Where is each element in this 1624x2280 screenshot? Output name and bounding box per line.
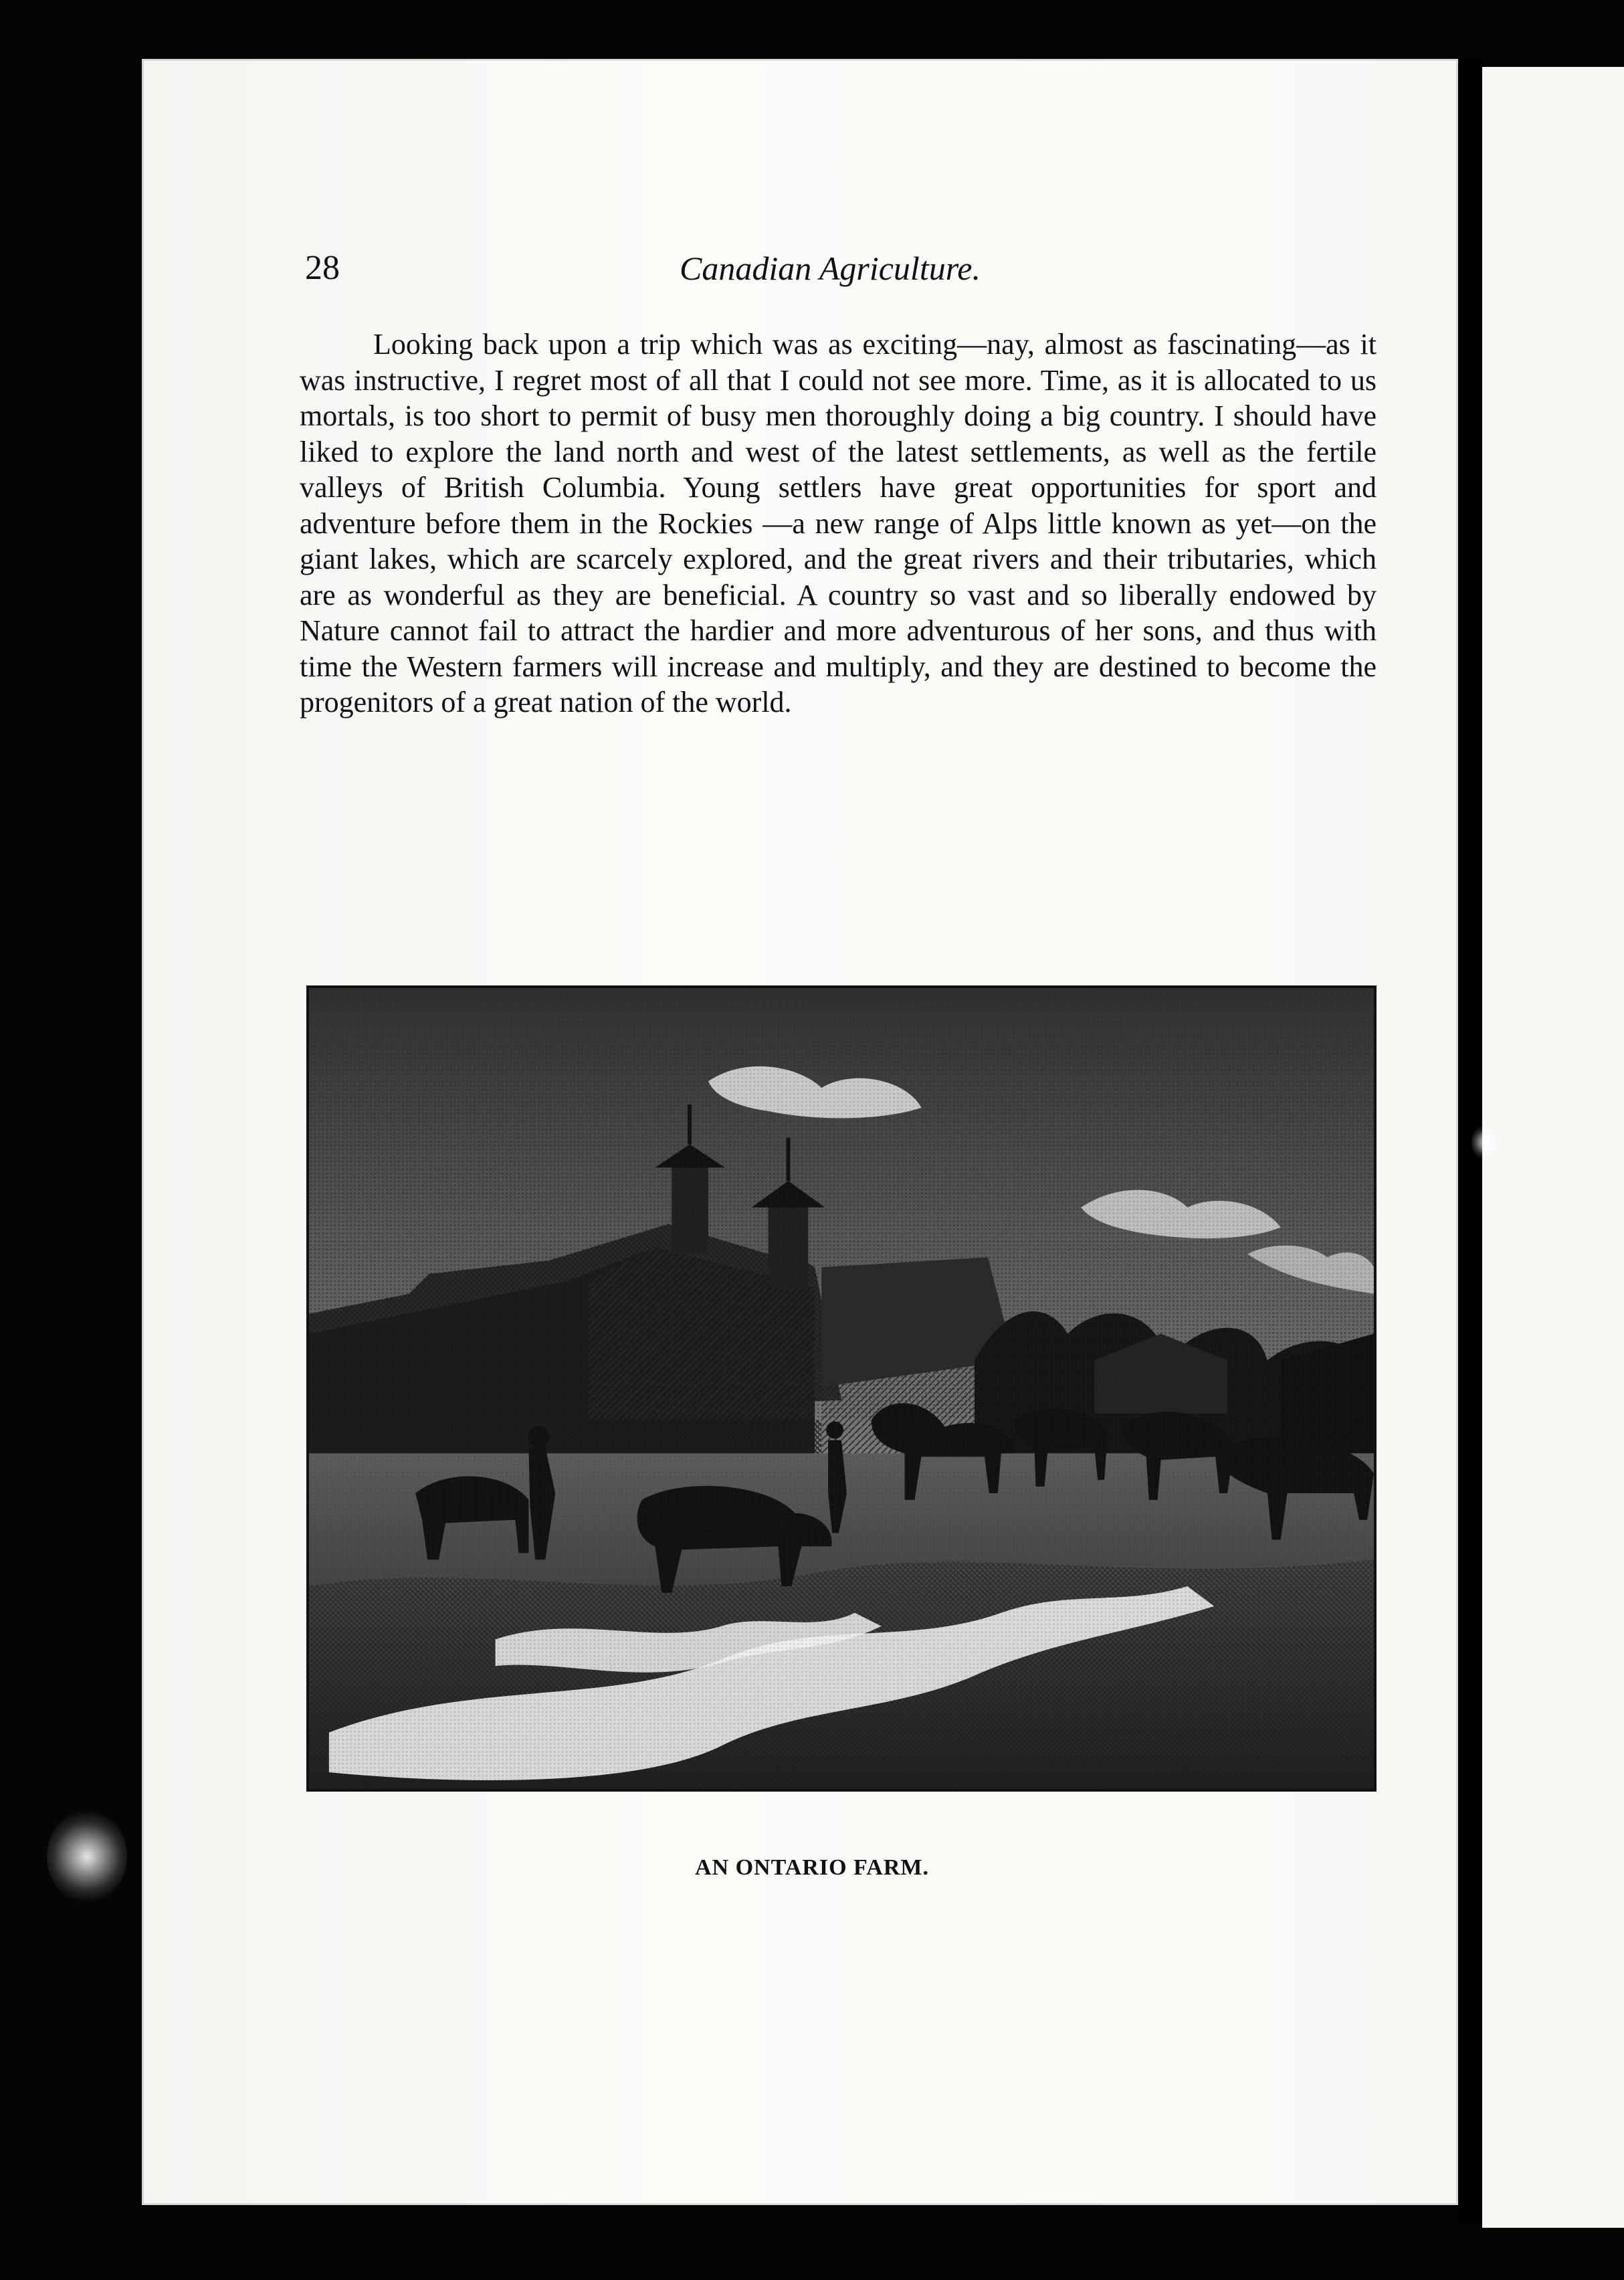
engraving-texture — [309, 988, 1374, 1789]
adjacent-page-edge — [1482, 67, 1624, 2228]
page-header — [305, 250, 1375, 290]
body-text — [300, 326, 1377, 721]
farm-illustration — [306, 985, 1377, 1792]
illustration-caption: AN ONTARIO FARM. — [695, 1855, 929, 1880]
page-number: 28 — [305, 249, 340, 287]
engraving-svg — [309, 988, 1374, 1789]
running-title: Canadian Agriculture. — [680, 250, 981, 287]
scan-smudge-right — [1471, 1124, 1502, 1161]
paragraph: Looking back upon a trip which was as exciting—nay, almost as fascinating—as it was instructive, I regret most of all that I could not see more. Time, as it is allocated to us mortals, is too short to permit of busy men thoroughly doing a big country. I should have liked to explore the land north and west of the latest settlements, as well as the fertile valleys of British Columbia. Young settlers have great opportunities for sport and adventure before them in the Rockies —a new range of Alps little known as yet—on the giant lakes, which are scarcely explored, and the great rivers and their tributaries, which are as wonderful as they are beneficial. A country so vast and so liberally endowed by Nature cannot fail to attract the hardier and more adventurous of her sons, and thus with time the Western farmers will increase and multiply, and they are destined to become the progenitors of a great nation of the world. — [300, 328, 1377, 719]
